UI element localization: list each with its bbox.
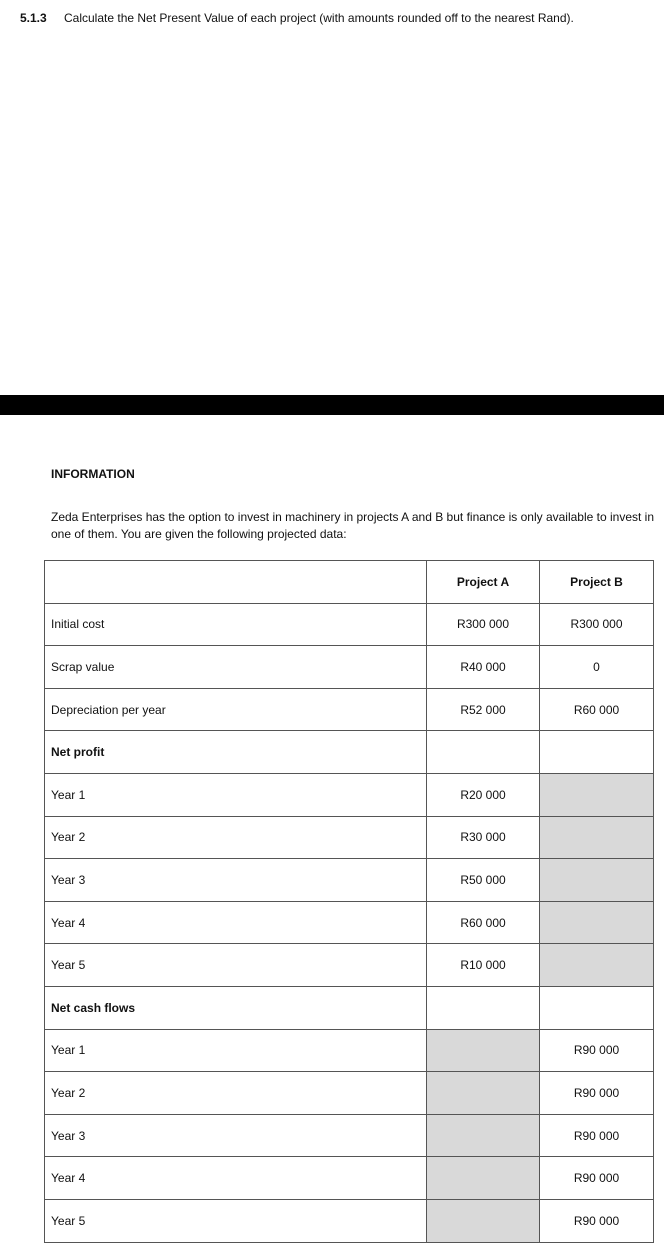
row-label: Year 1 (45, 773, 427, 816)
project-a-value: R60 000 (427, 901, 540, 944)
information-heading: INFORMATION (51, 467, 135, 481)
project-a-value (427, 1199, 540, 1242)
row-label: Year 3 (45, 1114, 427, 1157)
project-b-value: R90 000 (540, 1199, 654, 1242)
row-label: Depreciation per year (45, 688, 427, 731)
project-b-value (540, 859, 654, 902)
project-b-value: R60 000 (540, 688, 654, 731)
row-label: Year 5 (45, 944, 427, 987)
table-row (45, 901, 654, 944)
project-b-value: R90 000 (540, 1114, 654, 1157)
row-label: Year 4 (45, 901, 427, 944)
row-label: Initial cost (45, 603, 427, 646)
project-a-value: R52 000 (427, 688, 540, 731)
table-row (45, 816, 654, 859)
row-label: Year 3 (45, 859, 427, 902)
project-a-value: R50 000 (427, 859, 540, 902)
table-row (45, 1199, 654, 1242)
project-a-value (427, 986, 540, 1029)
table-row (45, 646, 654, 689)
project-b-value (540, 901, 654, 944)
row-label: Year 5 (45, 1199, 427, 1242)
project-b-value (540, 773, 654, 816)
row-label: Scrap value (45, 646, 427, 689)
row-label: Net profit (45, 731, 427, 774)
header-project-b: Project B (540, 561, 654, 604)
question-number: 5.1.3 (20, 11, 47, 25)
project-b-value (540, 816, 654, 859)
question-text: Calculate the Net Present Value of each project (with amounts rounded off to the nearest Rand). (64, 11, 574, 25)
project-b-value (540, 731, 654, 774)
row-label: Net cash flows (45, 986, 427, 1029)
table-row (45, 603, 654, 646)
table-header-row (45, 561, 654, 604)
project-a-value: R10 000 (427, 944, 540, 987)
table-row (45, 773, 654, 816)
header-project-a: Project A (427, 561, 540, 604)
row-label: Year 4 (45, 1157, 427, 1200)
table-row (45, 1114, 654, 1157)
header-empty (45, 561, 427, 604)
project-a-value (427, 1114, 540, 1157)
table-row (45, 1157, 654, 1200)
table-row (45, 688, 654, 731)
project-a-value (427, 1157, 540, 1200)
question-line (20, 11, 574, 25)
project-a-value: R40 000 (427, 646, 540, 689)
table-row (45, 1029, 654, 1072)
table-row (45, 986, 654, 1029)
table-row (45, 859, 654, 902)
project-b-value: R300 000 (540, 603, 654, 646)
project-a-value (427, 1029, 540, 1072)
table-row (45, 1072, 654, 1115)
project-a-value: R20 000 (427, 773, 540, 816)
row-label: Year 2 (45, 816, 427, 859)
project-b-value (540, 944, 654, 987)
table-row (45, 731, 654, 774)
project-b-value: R90 000 (540, 1157, 654, 1200)
row-label: Year 2 (45, 1072, 427, 1115)
project-b-value: 0 (540, 646, 654, 689)
project-a-value (427, 1072, 540, 1115)
project-b-value (540, 986, 654, 1029)
information-intro: Zeda Enterprises has the option to invest in machinery in projects A and B but finance is only available to invest in one of them. You are given the following projected data: (51, 510, 655, 541)
project-a-value: R300 000 (427, 603, 540, 646)
row-label: Year 1 (45, 1029, 427, 1072)
projected-data-table (44, 560, 654, 1243)
project-a-value: R30 000 (427, 816, 540, 859)
project-a-value (427, 731, 540, 774)
project-b-value: R90 000 (540, 1029, 654, 1072)
project-b-value: R90 000 (540, 1072, 654, 1115)
divider-bar (0, 395, 664, 415)
table-row (45, 944, 654, 987)
